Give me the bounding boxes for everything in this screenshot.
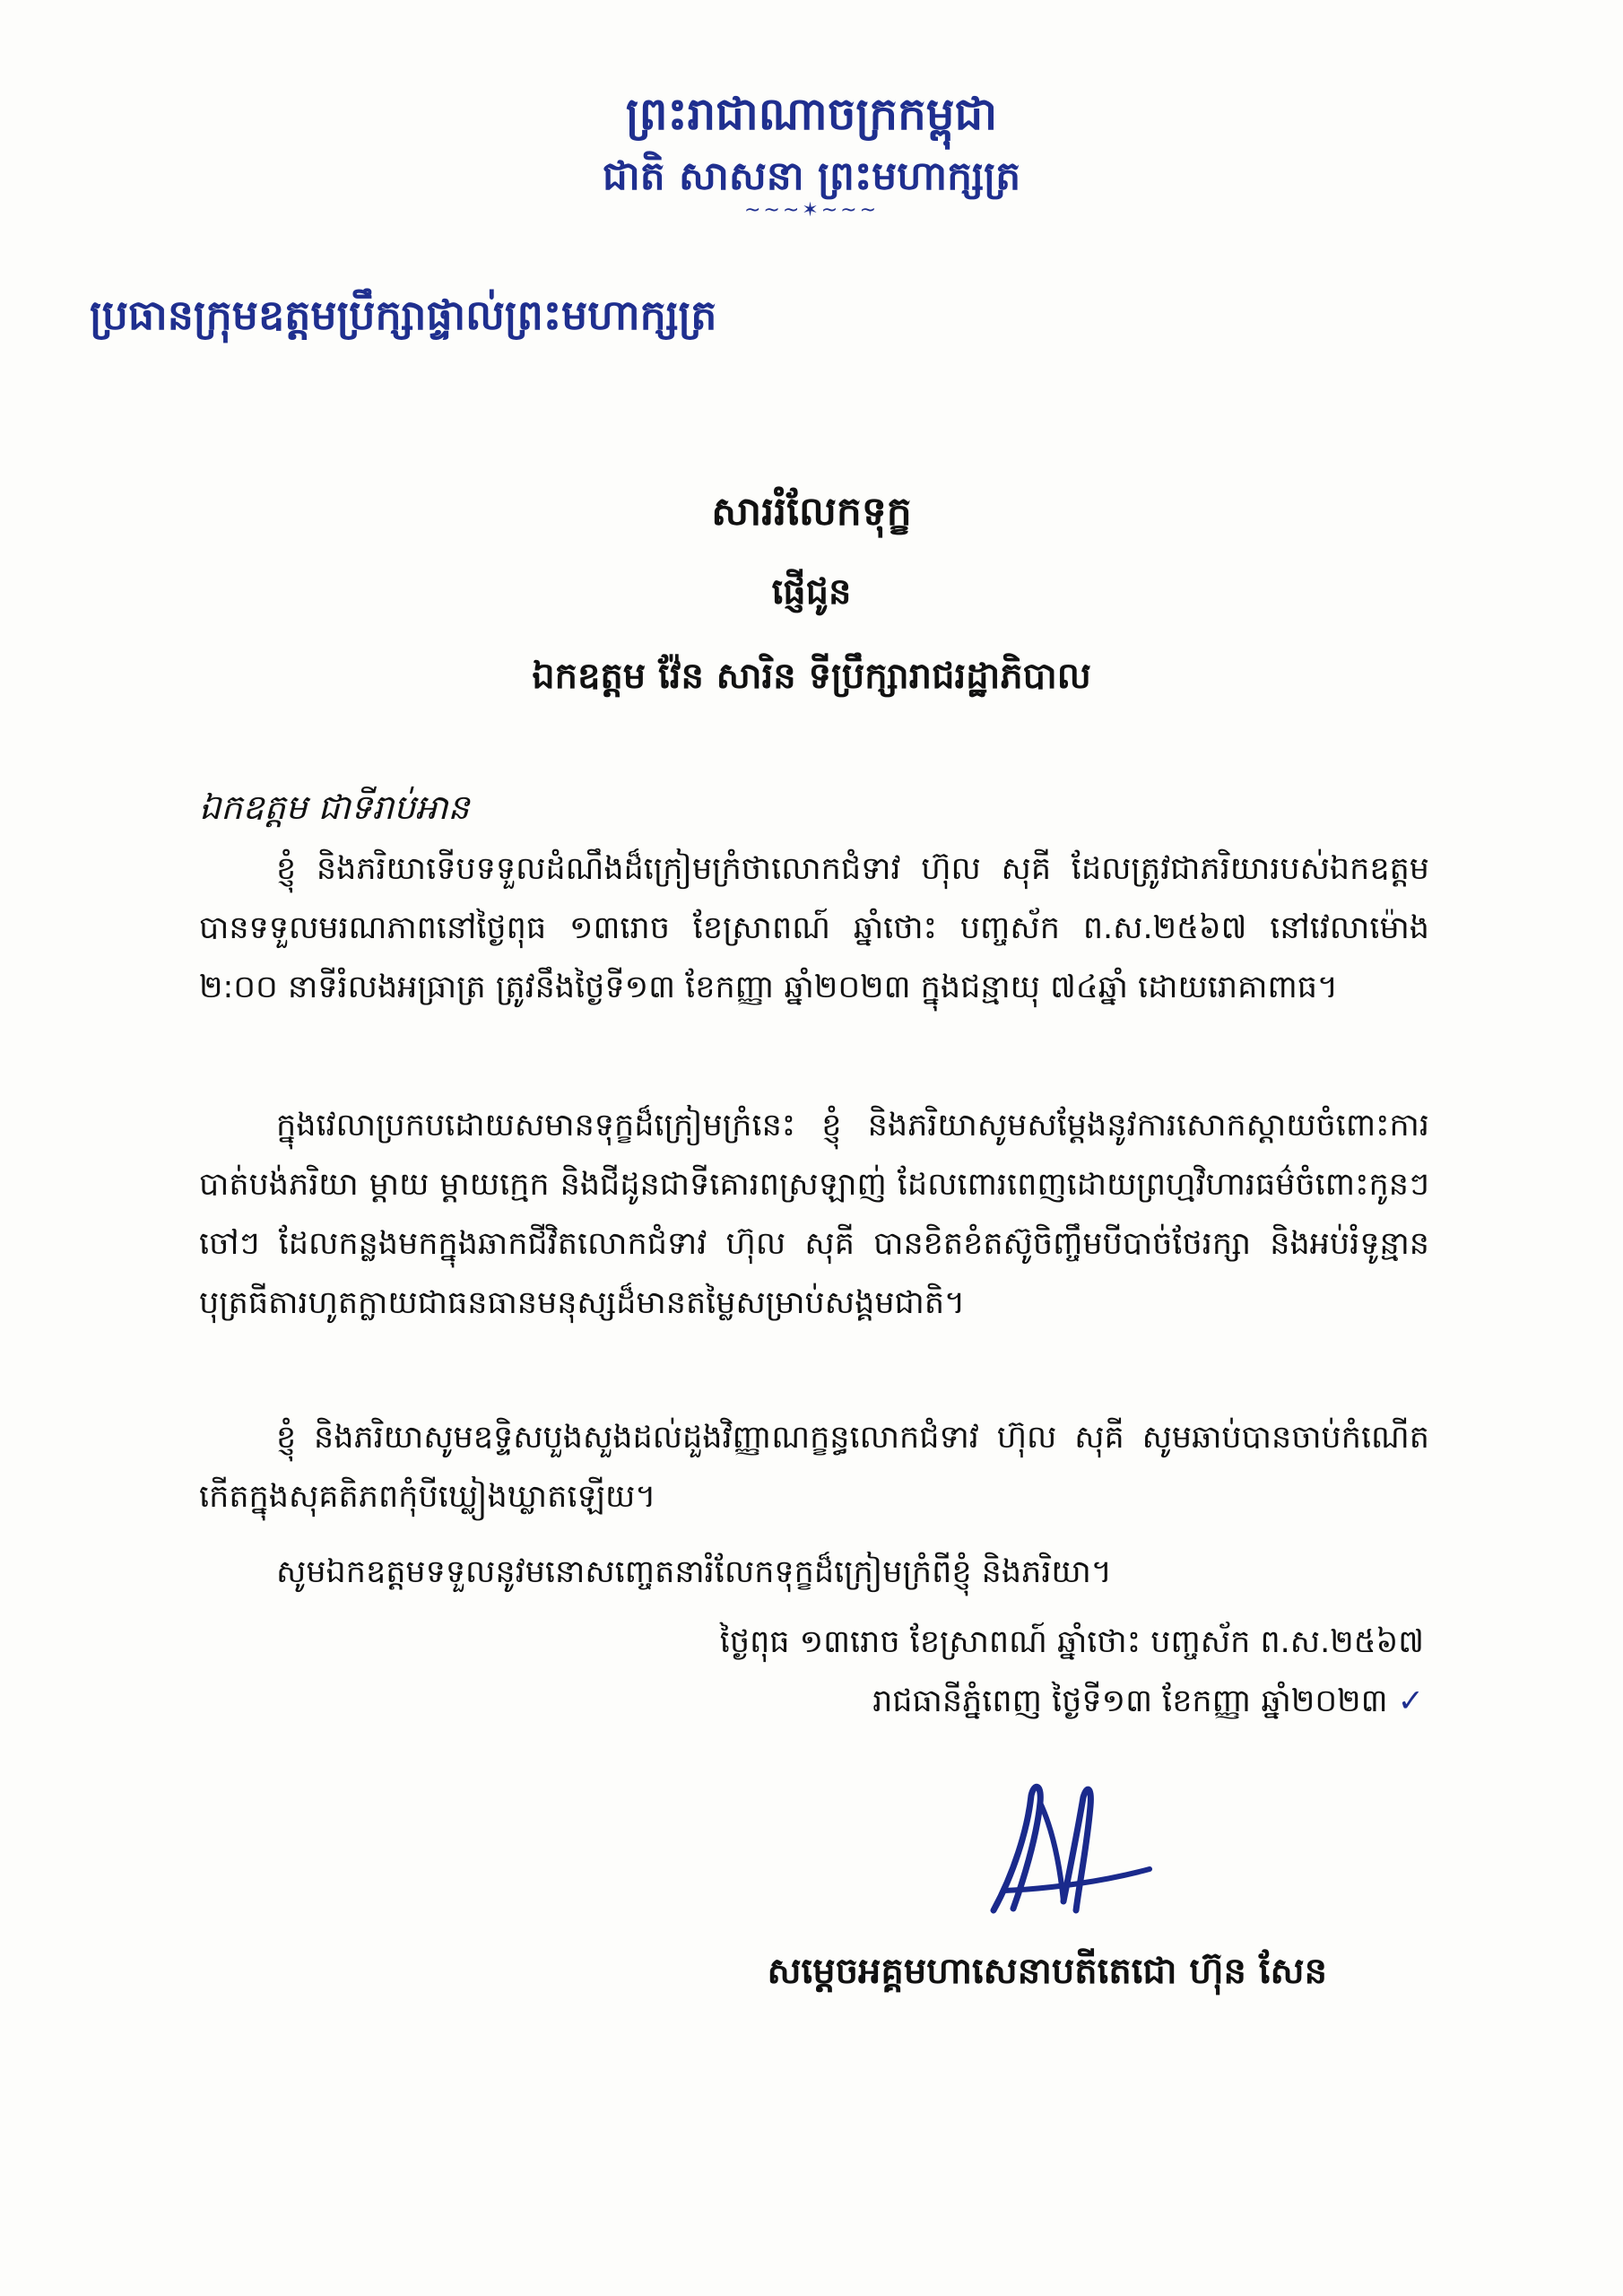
body-paragraph-2 bbox=[199, 1096, 1429, 1333]
kingdom-heading: ព្រះរាជាណាចក្រកម្ពុជា bbox=[625, 88, 998, 140]
body-paragraph-4 bbox=[199, 1543, 1429, 1602]
letter-title: សាររំលែកទុក្ខ bbox=[711, 489, 912, 535]
paragraph-text: ខ្ញុំ និងភរិយាទើបទទួលដំណឹងដ៏ក្រៀមក្រំថាលោកជំទាវ ហ៊ុល សុគី ដែលត្រូវជាភរិយារបស់ឯកឧត្តម បានទទួលមរណភាពនៅថ្ងៃពុធ ១៣រោច ខែស្រាពណ៍ ឆ្នាំថោះ បញ្ចស័ក ព.ស.២៥៦៧ នៅវេលាម៉ោង ២:០០ នាទីរំលងអធ្រាត្រ ត្រូវនឹងថ្ងៃទី១៣ ខែកញ្ញា ឆ្នាំ២០២៣ ក្នុងជន្មាយុ ៧៤ឆ្នាំ ដោយរោគាពាធ។ bbox=[199, 851, 1429, 1005]
recipient-line: ឯកឧត្តម វ៉ែន សារិន ទីប្រឹក្សារាជរដ្ឋាភិបាល bbox=[532, 656, 1091, 697]
handwritten-signature bbox=[977, 1776, 1157, 1919]
date-block bbox=[527, 1613, 1424, 1731]
national-motto: ជាតិ សាសនា ព្រះមហាក្សត្រ bbox=[602, 153, 1021, 199]
check-mark-icon: ✓ bbox=[1397, 1683, 1424, 1719]
header-ornament: ~~~✶~~~ bbox=[743, 199, 880, 222]
salutation: ឯកឧត្តម ជាទីរាប់អាន bbox=[199, 787, 470, 827]
solar-date-line bbox=[527, 1672, 1424, 1731]
solar-date: រាជធានីភ្នំពេញ ថ្ងៃទី១៣ ខែកញ្ញា ឆ្នាំ២០២៣ bbox=[872, 1683, 1388, 1719]
body-paragraph-3 bbox=[199, 1408, 1429, 1526]
signer-name: សម្ដេចអគ្គមហាសេនាបតីតេជោ ហ៊ុន សែន bbox=[767, 1951, 1327, 1992]
paragraph-text: ក្នុងវេលាប្រកបដោយសមានទុក្ខដ៏ក្រៀមក្រំនេះ ខ្ញុំ និងភរិយាសូមសម្ដែងនូវការសោកស្ដាយចំពោះការបាត់បង់ភរិយា ម្ដាយ ម្ដាយក្មេក និងជីដូនជាទីគោរពស្រឡាញ់ ដែលពោរពេញដោយព្រហ្មវិហារធម៌ចំពោះកូនៗ ចៅៗ ដែលកន្លងមកក្នុងឆាកជីវិតលោកជំទាវ ហ៊ុល សុគី បានខិតខំតស៊ូចិញ្ចឹមបីបាច់ថែរក្សា និងអប់រំទូន្មានបុត្រធីតារហូតក្លាយជាធនធានមនុស្សដ៏មានតម្លៃសម្រាប់សង្គមជាតិ។ bbox=[199, 1108, 1429, 1321]
paragraph-text: ខ្ញុំ និងភរិយាសូមឧទ្ទិសបួងសួងដល់ដួងវិញ្ញាណក្ខន្ធលោកជំទាវ ហ៊ុល សុគី សូមឆាប់បានចាប់កំណើតកើតក្នុងសុគតិភពកុំបីឃ្លៀងឃ្លាតឡើយ។ bbox=[199, 1420, 1429, 1515]
sender-title: ប្រធានក្រុមឧត្តមប្រឹក្សាផ្ទាល់ព្រះមហាក្សត្រ bbox=[90, 291, 717, 339]
body-paragraph-1 bbox=[199, 839, 1429, 1017]
lunar-date: ថ្ងៃពុធ ១៣រោច ខែស្រាពណ៍ ឆ្នាំថោះ បញ្ចស័ក ព.ស.២៥៦៧ bbox=[719, 1624, 1424, 1660]
paragraph-text: សូមឯកឧត្តមទទួលនូវមនោសញ្ចេតនារំលែកទុក្ខដ៏ក្រៀមក្រំពីខ្ញុំ និងភរិយា។ bbox=[276, 1554, 1112, 1590]
letter-subtitle: ផ្ញើជូន bbox=[771, 571, 852, 613]
